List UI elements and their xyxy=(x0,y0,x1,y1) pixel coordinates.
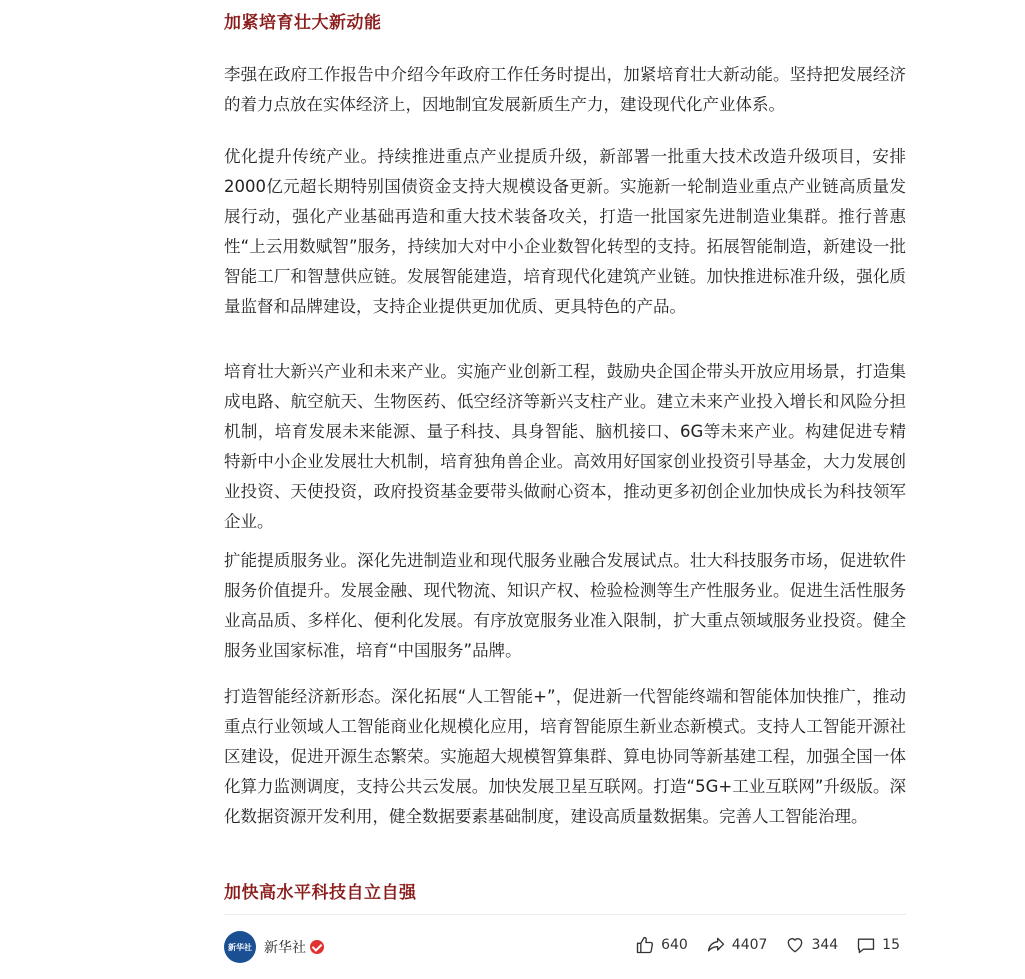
section-heading: 加快高水平科技自立自强 xyxy=(224,883,417,903)
like-count: 640 xyxy=(661,937,688,953)
author-name[interactable]: 新华社 xyxy=(264,940,306,956)
avatar[interactable] xyxy=(224,931,256,963)
share-button[interactable] xyxy=(706,935,768,955)
paragraph-emerging-industry: 培育壮大新兴产业和未来产业。实施产业创新工程，鼓励央企国企带头开放应用场景，打造集成电路、航空航天、生物医药、低空经济等新兴支柱产业。建立未来产业投入增长和风险分担机制，培育发展未来能源、量子科技、具身智能、脑机接口、6G等未来产业。构建促进专精特新中小企业发展壮大机制，培育独角兽企业。高效用好国家创业投资引导基金，大力发展创业投资、天使投资，政府投资基金要带头做耐心资本，推动更多初创企业加快成长为科技领军企业。 xyxy=(224,362,906,531)
verified-badge-icon xyxy=(310,940,324,954)
comment-count: 15 xyxy=(882,937,900,953)
paragraph-smart-economy: 打造智能经济新形态。深化拓展“人工智能+”，促进新一代智能终端和智能体加快推广，推动重点行业领域人工智能商业化规模化应用，培育智能原生新业态新模式。支持人工智能开源社区建设，促进开源生态繁荣。实施超大规模智算集群、算电协同等新基建工程，加强全国一体化算力监测调度，支持公共云发展。加快发展卫星互联网。打造“5G+工业互联网”升级版。深化数据资源开发利用，健全数据要素基础制度，建设高质量数据集。完善人工智能治理。 xyxy=(224,687,906,826)
comment-button[interactable] xyxy=(856,935,900,955)
action-bar xyxy=(617,935,900,955)
thumbs-up-icon xyxy=(635,935,655,955)
share-icon xyxy=(706,935,726,955)
paragraph-traditional-industry: 优化提升传统产业。持续推进重点产业提质升级，新部署一批重大技术改造升级项目，安排2000亿元超长期特别国债资金支持大规模设备更新。实施新一轮制造业重点产业链高质量发展行动，强化产业基础再造和重大技术装备攻关，打造一批国家先进制造业集群。推行普惠性“上云用数赋智”服务，持续加大对中小企业数智化转型的支持。拓展智能制造，新建设一批智能工厂和智慧供应链。发展智能建造，培育现代化建筑产业链。加快推进标准升级，强化质量监督和品牌建设，支持企业提供更加优质、更具特色的产品。 xyxy=(224,147,906,316)
comment-icon xyxy=(856,935,876,955)
avatar-label: 新华社 xyxy=(228,942,252,952)
paragraph-intro: 李强在政府工作报告中介绍今年政府工作任务时提出，加紧培育壮大新动能。坚持把发展经济的着力点放在实体经济上，因地制宜发展新质生产力，建设现代化产业体系。 xyxy=(224,65,906,114)
favorite-button[interactable] xyxy=(785,935,838,955)
share-count: 4407 xyxy=(731,937,768,953)
post-footer xyxy=(224,914,906,977)
section-heading: 加紧培育壮大新动能 xyxy=(224,13,382,33)
paragraph-service-industry: 扩能提质服务业。深化先进制造业和现代服务业融合发展试点。壮大科技服务市场，促进软件服务价值提升。发展金融、现代物流、知识产权、检验检测等生产性服务业。促进生活性服务业高品质、多样化、便利化发展。有序放宽服务业准入限制，扩大重点领域服务业投资。健全服务业国家标准，培育“中国服务”品牌。 xyxy=(224,551,906,660)
author-info[interactable] xyxy=(224,931,324,963)
heart-icon xyxy=(785,935,805,955)
favorite-count: 344 xyxy=(811,937,839,953)
like-button[interactable] xyxy=(635,935,688,955)
